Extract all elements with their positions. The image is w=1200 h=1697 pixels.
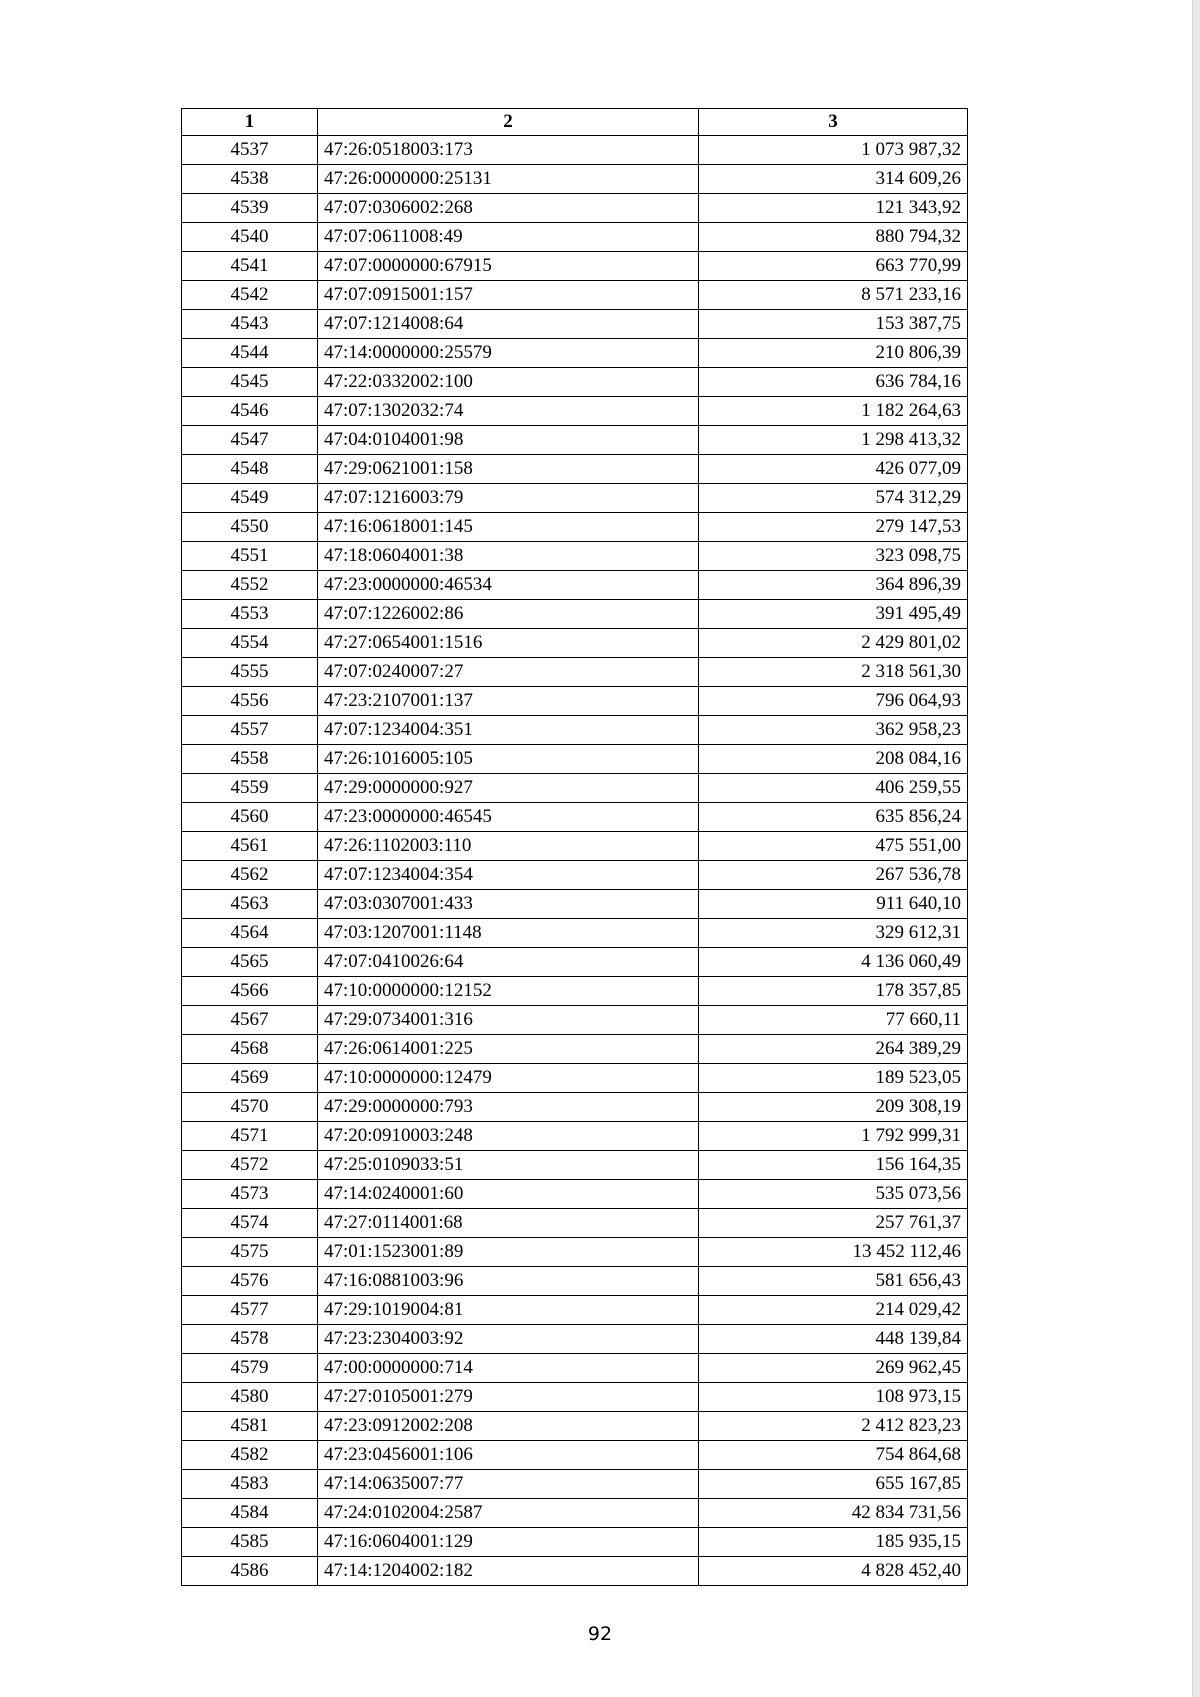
row-number-cell: 4542	[182, 281, 318, 310]
value-cell: 796 064,93	[699, 687, 968, 716]
table-row	[182, 1035, 968, 1064]
row-number-cell: 4560	[182, 803, 318, 832]
row-number-cell: 4545	[182, 368, 318, 397]
value-cell: 448 139,84	[699, 1325, 968, 1354]
table-row	[182, 745, 968, 774]
row-number-cell: 4582	[182, 1441, 318, 1470]
row-number-cell: 4539	[182, 194, 318, 223]
row-number-cell: 4566	[182, 977, 318, 1006]
cadastral-number-cell: 47:18:0604001:38	[318, 542, 699, 571]
cadastral-number-cell: 47:03:0307001:433	[318, 890, 699, 919]
table-row	[182, 803, 968, 832]
value-cell: 279 147,53	[699, 513, 968, 542]
cadastral-number-cell: 47:07:0240007:27	[318, 658, 699, 687]
value-cell: 2 429 801,02	[699, 629, 968, 658]
row-number-cell: 4585	[182, 1528, 318, 1557]
value-cell: 214 029,42	[699, 1296, 968, 1325]
table-row	[182, 629, 968, 658]
value-cell: 636 784,16	[699, 368, 968, 397]
cadastral-number-cell: 47:07:0410026:64	[318, 948, 699, 977]
cadastral-number-cell: 47:29:1019004:81	[318, 1296, 699, 1325]
value-cell: 209 308,19	[699, 1093, 968, 1122]
table-row	[182, 658, 968, 687]
table-row	[182, 1180, 968, 1209]
table-row	[182, 1238, 968, 1267]
table-row	[182, 948, 968, 977]
cadastral-number-cell: 47:03:1207001:1148	[318, 919, 699, 948]
row-number-cell: 4549	[182, 484, 318, 513]
value-cell: 208 084,16	[699, 745, 968, 774]
table-row	[182, 165, 968, 194]
cadastral-number-cell: 47:07:1214008:64	[318, 310, 699, 339]
cadastral-number-cell: 47:29:0000000:793	[318, 1093, 699, 1122]
table-row	[182, 890, 968, 919]
cadastral-number-cell: 47:27:0105001:279	[318, 1383, 699, 1412]
value-cell: 269 962,45	[699, 1354, 968, 1383]
cadastral-number-cell: 47:07:1216003:79	[318, 484, 699, 513]
value-cell: 323 098,75	[699, 542, 968, 571]
table-row	[182, 716, 968, 745]
cadastral-number-cell: 47:20:0910003:248	[318, 1122, 699, 1151]
row-number-cell: 4546	[182, 397, 318, 426]
value-cell: 8 571 233,16	[699, 281, 968, 310]
value-cell: 329 612,31	[699, 919, 968, 948]
value-cell: 581 656,43	[699, 1267, 968, 1296]
cadastral-number-cell: 47:29:0734001:316	[318, 1006, 699, 1035]
row-number-cell: 4577	[182, 1296, 318, 1325]
table-row	[182, 136, 968, 165]
row-number-cell: 4551	[182, 542, 318, 571]
row-number-cell: 4569	[182, 1064, 318, 1093]
row-number-cell: 4554	[182, 629, 318, 658]
value-cell: 210 806,39	[699, 339, 968, 368]
table-row	[182, 310, 968, 339]
table-row	[182, 1325, 968, 1354]
cadastral-number-cell: 47:00:0000000:714	[318, 1354, 699, 1383]
cadastral-number-cell: 47:14:0240001:60	[318, 1180, 699, 1209]
value-cell: 189 523,05	[699, 1064, 968, 1093]
table-row	[182, 1354, 968, 1383]
table-body	[182, 136, 968, 1586]
table-header	[182, 109, 968, 136]
value-cell: 13 452 112,46	[699, 1238, 968, 1267]
table-row	[182, 455, 968, 484]
cadastral-number-cell: 47:26:0000000:25131	[318, 165, 699, 194]
table-row	[182, 571, 968, 600]
table-row	[182, 1122, 968, 1151]
cadastral-number-cell: 47:23:2304003:92	[318, 1325, 699, 1354]
cadastral-number-cell: 47:16:0604001:129	[318, 1528, 699, 1557]
value-cell: 406 259,55	[699, 774, 968, 803]
cadastral-number-cell: 47:25:0109033:51	[318, 1151, 699, 1180]
value-cell: 475 551,00	[699, 832, 968, 861]
row-number-cell: 4558	[182, 745, 318, 774]
cadastral-number-cell: 47:26:0614001:225	[318, 1035, 699, 1064]
value-cell: 364 896,39	[699, 571, 968, 600]
value-cell: 2 412 823,23	[699, 1412, 968, 1441]
cadastral-number-cell: 47:24:0102004:2587	[318, 1499, 699, 1528]
table-row	[182, 542, 968, 571]
row-number-cell: 4575	[182, 1238, 318, 1267]
cadastral-number-cell: 47:10:0000000:12152	[318, 977, 699, 1006]
row-number-cell: 4553	[182, 600, 318, 629]
cadastral-number-cell: 47:14:1204002:182	[318, 1557, 699, 1586]
header-col-1: 1	[182, 109, 318, 136]
table-row	[182, 426, 968, 455]
value-cell: 178 357,85	[699, 977, 968, 1006]
table-row	[182, 774, 968, 803]
row-number-cell: 4548	[182, 455, 318, 484]
value-cell: 2 318 561,30	[699, 658, 968, 687]
value-cell: 911 640,10	[699, 890, 968, 919]
row-number-cell: 4540	[182, 223, 318, 252]
row-number-cell: 4561	[182, 832, 318, 861]
cadastral-number-cell: 47:16:0618001:145	[318, 513, 699, 542]
row-number-cell: 4573	[182, 1180, 318, 1209]
row-number-cell: 4556	[182, 687, 318, 716]
table-row	[182, 1383, 968, 1412]
cadastral-number-cell: 47:22:0332002:100	[318, 368, 699, 397]
value-cell: 426 077,09	[699, 455, 968, 484]
row-number-cell: 4544	[182, 339, 318, 368]
value-cell: 185 935,15	[699, 1528, 968, 1557]
row-number-cell: 4570	[182, 1093, 318, 1122]
cadastral-number-cell: 47:14:0635007:77	[318, 1470, 699, 1499]
value-cell: 1 182 264,63	[699, 397, 968, 426]
cadastral-number-cell: 47:14:0000000:25579	[318, 339, 699, 368]
table-row	[182, 484, 968, 513]
cadastral-number-cell: 47:07:0611008:49	[318, 223, 699, 252]
row-number-cell: 4557	[182, 716, 318, 745]
table-row	[182, 513, 968, 542]
row-number-cell: 4552	[182, 571, 318, 600]
table-row	[182, 1528, 968, 1557]
table-row	[182, 1296, 968, 1325]
value-cell: 635 856,24	[699, 803, 968, 832]
cadastral-number-cell: 47:26:0518003:173	[318, 136, 699, 165]
table-row	[182, 861, 968, 890]
row-number-cell: 4584	[182, 1499, 318, 1528]
table-row	[182, 223, 968, 252]
table-row	[182, 1267, 968, 1296]
row-number-cell: 4543	[182, 310, 318, 339]
cadastral-number-cell: 47:23:0000000:46545	[318, 803, 699, 832]
row-number-cell: 4562	[182, 861, 318, 890]
cadastral-number-cell: 47:07:1302032:74	[318, 397, 699, 426]
cadastral-number-cell: 47:26:1102003:110	[318, 832, 699, 861]
cadastral-number-cell: 47:07:0306002:268	[318, 194, 699, 223]
value-cell: 264 389,29	[699, 1035, 968, 1064]
row-number-cell: 4567	[182, 1006, 318, 1035]
table-row	[182, 368, 968, 397]
page-edge-scroll-strip	[1192, 0, 1200, 1697]
row-number-cell: 4559	[182, 774, 318, 803]
table-row	[182, 1209, 968, 1238]
value-cell: 77 660,11	[699, 1006, 968, 1035]
value-cell: 108 973,15	[699, 1383, 968, 1412]
value-cell: 4 828 452,40	[699, 1557, 968, 1586]
value-cell: 156 164,35	[699, 1151, 968, 1180]
value-cell: 655 167,85	[699, 1470, 968, 1499]
row-number-cell: 4581	[182, 1412, 318, 1441]
value-cell: 391 495,49	[699, 600, 968, 629]
row-number-cell: 4550	[182, 513, 318, 542]
cadastral-number-cell: 47:10:0000000:12479	[318, 1064, 699, 1093]
value-cell: 663 770,99	[699, 252, 968, 281]
table-row	[182, 397, 968, 426]
row-number-cell: 4547	[182, 426, 318, 455]
cadastral-number-cell: 47:07:0915001:157	[318, 281, 699, 310]
value-cell: 4 136 060,49	[699, 948, 968, 977]
cadastral-number-cell: 47:27:0114001:68	[318, 1209, 699, 1238]
row-number-cell: 4572	[182, 1151, 318, 1180]
cadastral-number-cell: 47:23:0456001:106	[318, 1441, 699, 1470]
table-row	[182, 1412, 968, 1441]
value-cell: 362 958,23	[699, 716, 968, 745]
table-row	[182, 919, 968, 948]
table-row	[182, 832, 968, 861]
value-cell: 42 834 731,56	[699, 1499, 968, 1528]
table-row	[182, 194, 968, 223]
row-number-cell: 4537	[182, 136, 318, 165]
row-number-cell: 4568	[182, 1035, 318, 1064]
table-row	[182, 281, 968, 310]
header-col-3: 3	[699, 109, 968, 136]
value-cell: 880 794,32	[699, 223, 968, 252]
table-row	[182, 1557, 968, 1586]
table-row	[182, 1093, 968, 1122]
table-row	[182, 600, 968, 629]
cadastral-number-cell: 47:07:1234004:354	[318, 861, 699, 890]
table-row	[182, 1499, 968, 1528]
header-row	[182, 109, 968, 136]
cadastral-number-cell: 47:23:0912002:208	[318, 1412, 699, 1441]
row-number-cell: 4576	[182, 1267, 318, 1296]
value-cell: 267 536,78	[699, 861, 968, 890]
value-cell: 535 073,56	[699, 1180, 968, 1209]
cadastral-number-cell: 47:16:0881003:96	[318, 1267, 699, 1296]
cadastral-number-cell: 47:29:0000000:927	[318, 774, 699, 803]
value-cell: 1 298 413,32	[699, 426, 968, 455]
cadastral-number-cell: 47:26:1016005:105	[318, 745, 699, 774]
table-row	[182, 339, 968, 368]
row-number-cell: 4563	[182, 890, 318, 919]
row-number-cell: 4555	[182, 658, 318, 687]
row-number-cell: 4580	[182, 1383, 318, 1412]
row-number-cell: 4564	[182, 919, 318, 948]
value-cell: 257 761,37	[699, 1209, 968, 1238]
value-cell: 1 073 987,32	[699, 136, 968, 165]
table-row	[182, 252, 968, 281]
value-cell: 153 387,75	[699, 310, 968, 339]
row-number-cell: 4574	[182, 1209, 318, 1238]
cadastral-number-cell: 47:07:1234004:351	[318, 716, 699, 745]
row-number-cell: 4565	[182, 948, 318, 977]
value-cell: 314 609,26	[699, 165, 968, 194]
cadastral-number-cell: 47:29:0621001:158	[318, 455, 699, 484]
cadastral-number-cell: 47:23:0000000:46534	[318, 571, 699, 600]
value-cell: 121 343,92	[699, 194, 968, 223]
table-row	[182, 1006, 968, 1035]
table-row	[182, 1151, 968, 1180]
row-number-cell: 4541	[182, 252, 318, 281]
table-row	[182, 1064, 968, 1093]
cadastral-number-cell: 47:01:1523001:89	[318, 1238, 699, 1267]
cadastral-number-cell: 47:04:0104001:98	[318, 426, 699, 455]
table-row	[182, 687, 968, 716]
table-row	[182, 977, 968, 1006]
header-col-2: 2	[318, 109, 699, 136]
row-number-cell: 4586	[182, 1557, 318, 1586]
cadastral-value-table	[181, 108, 968, 1586]
cadastral-number-cell: 47:07:1226002:86	[318, 600, 699, 629]
cadastral-number-cell: 47:07:0000000:67915	[318, 252, 699, 281]
row-number-cell: 4538	[182, 165, 318, 194]
row-number-cell: 4578	[182, 1325, 318, 1354]
cadastral-number-cell: 47:23:2107001:137	[318, 687, 699, 716]
value-cell: 1 792 999,31	[699, 1122, 968, 1151]
value-cell: 574 312,29	[699, 484, 968, 513]
cadastral-number-cell: 47:27:0654001:1516	[318, 629, 699, 658]
page-number: 92	[587, 1623, 613, 1645]
row-number-cell: 4579	[182, 1354, 318, 1383]
table-row	[182, 1470, 968, 1499]
value-cell: 754 864,68	[699, 1441, 968, 1470]
row-number-cell: 4583	[182, 1470, 318, 1499]
table-row	[182, 1441, 968, 1470]
row-number-cell: 4571	[182, 1122, 318, 1151]
